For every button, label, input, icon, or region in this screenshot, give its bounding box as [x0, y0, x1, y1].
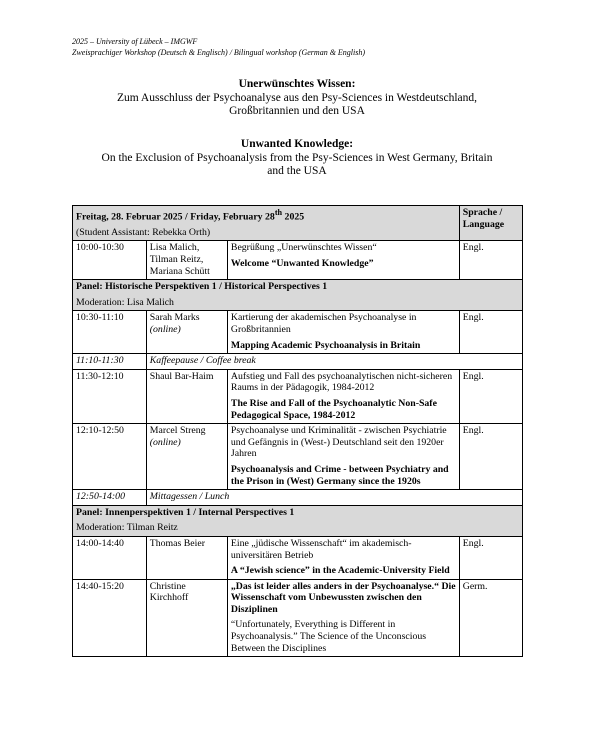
title-english-line-1: On the Exclusion of Psychoanalysis from the Psy-Sciences in West Germany, Britain [101, 151, 493, 164]
panel-moderation: Moderation: Lisa Malich [76, 296, 174, 308]
panel-moderation: Moderation: Tilman Reitz [76, 522, 178, 534]
title-german-line-1: Zum Ausschluss der Psychoanalyse aus den Psy-Sciences in Westdeutschland, [116, 91, 478, 104]
time-cell: 10:00-10:30 [73, 241, 147, 280]
document-header [72, 36, 365, 58]
panel-title: Panel: Historische Perspektiven 1 / Historical Perspectives 1 [76, 281, 328, 293]
talk-title-german: Begrüßung „Unerwünschtes Wissen“ [230, 242, 377, 254]
panel-cell [73, 505, 523, 536]
language-header: Sprache / Language [459, 206, 522, 241]
day-title: Freitag, 28. Februar 2025 / Friday, February 28th 2025 [76, 208, 305, 223]
time-cell: 10:30-11:10 [73, 311, 147, 354]
language-cell: Engl. [459, 424, 522, 490]
title-english-heading: Unwanted Knowledge: [240, 138, 354, 150]
talk-title-english: A “Jewish science” in the Academic-University Field [230, 565, 450, 577]
table-row [73, 579, 523, 657]
time-cell: 11:10-11:30 [73, 354, 147, 370]
talk-cell [227, 579, 459, 657]
title-english-line-2: and the USA [267, 165, 327, 177]
talk-title-english: Welcome “Unwanted Knowledge” [230, 258, 374, 270]
speaker-cell: Sarah Marks (online) [146, 311, 227, 354]
student-assistant: (Student Assistant: Rebekka Orth) [76, 226, 211, 238]
speaker-cell: Lisa Malich, Tilman Reitz, Mariana Schütt [146, 241, 227, 280]
speaker-cell: Christine Kirchhoff [146, 579, 227, 657]
break-label: Kaffeepause / Coffee break [146, 354, 522, 370]
table-row [73, 311, 523, 354]
panel-row [73, 280, 523, 311]
time-cell: 14:40-15:20 [73, 579, 147, 657]
schedule-table [72, 205, 523, 657]
panel-title: Panel: Innenperspektiven 1 / Internal Perspectives 1 [76, 506, 295, 518]
table-row [73, 536, 523, 579]
talk-title-english: “Unfortunately, Everything is Different in Psychoanalysis.” The Science of the Unconscious Between the Disciplines [230, 619, 427, 654]
talk-title-english: The Rise and Fall of the Psychoanalytic Non-Safe Pedagogical Space, 1984-2012 [230, 397, 437, 421]
language-cell: Engl. [459, 536, 522, 579]
talk-cell [227, 311, 459, 354]
break-row [73, 354, 523, 370]
speaker-cell: Shaul Bar-Haim [146, 369, 227, 423]
talk-title-german: Eine „jüdische Wissenschaft“ im akademisch-universitären Betrieb [230, 537, 412, 561]
language-cell: Germ. [459, 579, 522, 657]
talk-cell [227, 536, 459, 579]
talk-title-english: Psychoanalysis and Crime - between Psychiatry and the Prison in (West) Germany since the 1920s [230, 463, 449, 487]
title-english [60, 138, 534, 179]
language-cell: Engl. [459, 311, 522, 354]
title-german-heading: Unerwünschtes Wissen: [238, 78, 356, 90]
time-cell: 12:10-12:50 [73, 424, 147, 490]
panel-row [73, 505, 523, 536]
title-german-line-2: Großbritannien und den USA [229, 105, 365, 117]
header-line-2: Zweisprachiger Workshop (Deutsch & Englisch) / Bilingual workshop (German & English) [72, 48, 366, 57]
talk-title-german: „Das ist leider alles anders in der Psychoanalyse.“ Die Wissenschaft vom Unbewussten zwischen den Disziplinen [230, 580, 456, 615]
talk-title-german: Psychoanalyse und Kriminalität - zwischen Psychiatrie und Gefängnis in (West-) Deutschland seit den 1920er Jahren [230, 425, 447, 460]
title-german [60, 78, 534, 119]
talk-title-german: Aufstieg und Fall des psychoanalytischen nicht-sicheren Raums in der Pädagogik, 1984-2012 [230, 370, 453, 394]
panel-cell [73, 280, 523, 311]
day-header-row [73, 206, 523, 241]
talk-title-english: Mapping Academic Psychoanalysis in Britain [230, 339, 421, 351]
talk-title-german: Kartierung der akademischen Psychoanalyse in Großbritannien [230, 312, 417, 336]
speaker-cell: Marcel Streng (online) [146, 424, 227, 490]
talk-cell [227, 369, 459, 423]
table-row [73, 424, 523, 490]
talk-cell [227, 241, 459, 280]
speaker-cell: Thomas Beier [146, 536, 227, 579]
time-cell: 11:30-12:10 [73, 369, 147, 423]
table-row [73, 369, 523, 423]
time-cell: 12:50-14:00 [73, 490, 147, 506]
day-header-cell [73, 206, 460, 241]
time-cell: 14:00-14:40 [73, 536, 147, 579]
header-line-1: 2025 – University of Lübeck – IMGWF [72, 37, 198, 46]
language-cell: Engl. [459, 369, 522, 423]
break-row [73, 490, 523, 506]
break-label: Mittagessen / Lunch [146, 490, 522, 506]
language-cell: Engl. [459, 241, 522, 280]
talk-cell [227, 424, 459, 490]
table-row [73, 241, 523, 280]
